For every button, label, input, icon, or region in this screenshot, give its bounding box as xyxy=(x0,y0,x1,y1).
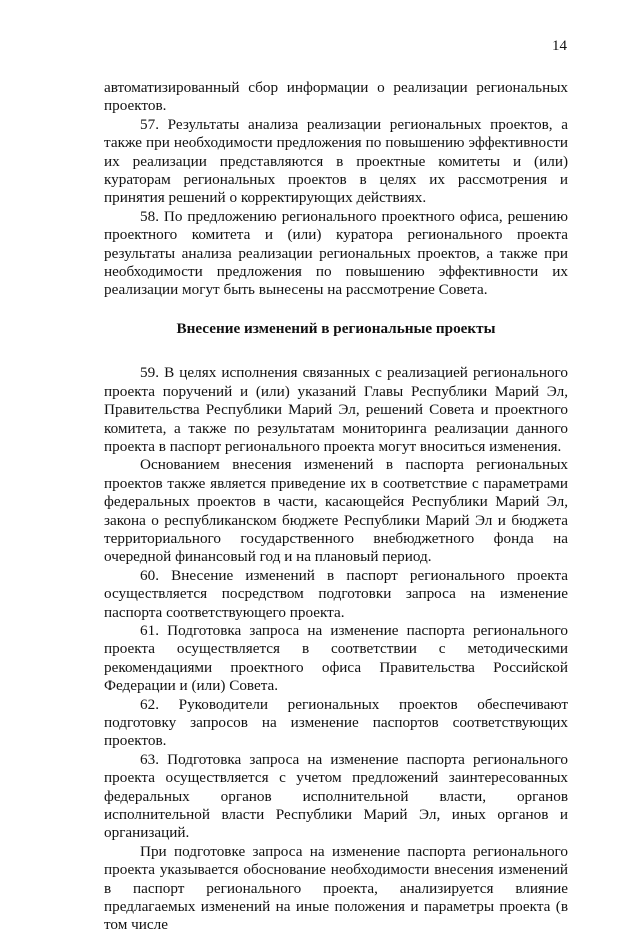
paragraph-62: 62. Руководители региональных проектов обеспечивают подготовку запросов на изменение паспортов соответствующих проектов. xyxy=(104,695,568,750)
section-heading: Внесение изменений в региональные проекты xyxy=(176,319,496,337)
paragraph-request-preparation: При подготовке запроса на изменение паспорта регионального проекта указывается обоснование необходимости внесения изменений в паспорт регионального проекта, анализируется влияние предлагаемых изменений на иные положения и параметры проекта (в том числе xyxy=(104,842,568,934)
document-body xyxy=(104,79,568,935)
paragraph-59: 59. В целях исполнения связанных с реализацией регионального проекта поручений и (или) указаний Главы Республики Марий Эл, Правительства Республики Марий Эл, решений Совета и проектного комитета, а также по результатам мониторинга реализации данного проекта в паспорт регионального проекта могут вноситься изменения. xyxy=(104,364,568,455)
paragraph-63: 63. Подготовка запроса на изменение паспорта регионального проекта осуществляется с учетом предложений заинтересованных федеральных органов исполнительной власти, органов исполнительной власти Республики Марий Эл, иных органов и организаций. xyxy=(104,750,568,842)
paragraph-60: 60. Внесение изменений в паспорт регионального проекта осуществляется посредством подготовки запроса на изменение паспорта соответствующего проекта. xyxy=(104,566,568,621)
paragraph-grounds: Основанием внесения изменений в паспорта региональных проектов также является приведение их в соответствие с параметрами федеральных проектов в части, касающейся Республики Марий Эл, закона о республиканском бюджете Республики Марий Эл и бюджета территориального государственного внебюджетного фонда на очередной финансовый год и на плановый период. xyxy=(104,456,568,566)
page-number: 14 xyxy=(552,38,567,54)
paragraph-61: 61. Подготовка запроса на изменение паспорта регионального проекта осуществляется в соответствии с методическими рекомендациями проектного офиса Правительства Российской Федерации и (или) Совета. xyxy=(104,621,568,695)
paragraph-continuation: автоматизированный сбор информации о реализации региональных проектов. xyxy=(104,79,568,115)
paragraph-58: 58. По предложению регионального проектного офиса, решению проектного комитета и (или) куратора регионального проекта результаты анализа реализации региональных проектов, а также при необходимости предложения по повышению эффективности их реализации могут быть вынесены на рассмотрение Совета. xyxy=(104,207,568,299)
paragraph-57: 57. Результаты анализа реализации региональных проектов, а также при необходимости предложения по повышению эффективности их реализации представляются в проектные комитеты и (или) кураторам региональных проектов в целях их рассмотрения и принятия решений о корректирующих действиях. xyxy=(104,115,568,207)
